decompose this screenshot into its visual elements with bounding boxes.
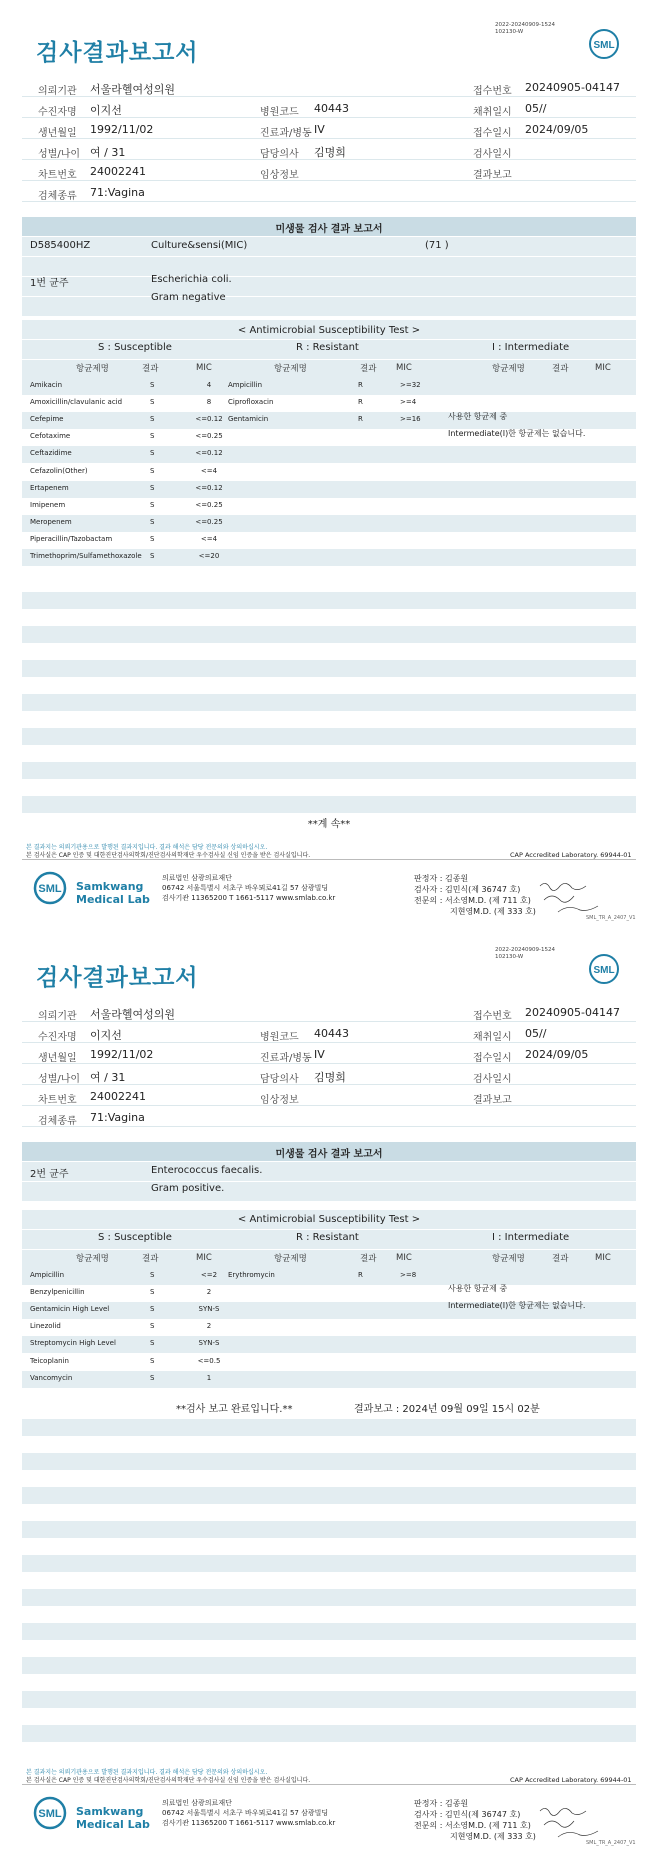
resistant-drug-name: Ciprofloxacin bbox=[228, 398, 274, 407]
sex-age-label: 성별/나이 bbox=[38, 1074, 81, 1085]
intermediate-note-2: Intermediate(I)한 항균제는 없습니다. bbox=[448, 429, 586, 438]
empty-stripe bbox=[22, 762, 636, 779]
col-mic-r: MIC bbox=[396, 363, 412, 373]
susceptible-mic: <=0.25 bbox=[195, 517, 223, 526]
empty-stripe bbox=[22, 626, 636, 643]
susceptible-result: S bbox=[150, 449, 155, 458]
empty-stripe bbox=[22, 1691, 636, 1708]
section-title: 미생물 검사 결과 보고서 bbox=[275, 224, 383, 235]
intermediate-note-2: Intermediate(I)한 항균제는 없습니다. bbox=[448, 1301, 586, 1310]
susceptible-result: S bbox=[150, 500, 155, 509]
resistant-result: R bbox=[358, 1271, 363, 1279]
signatures bbox=[414, 1798, 536, 1842]
address-line-1: 의료법인 삼광의료재단 bbox=[162, 874, 232, 882]
susceptible-result: S bbox=[150, 1356, 155, 1365]
hosp-code-label: 병원코드 bbox=[260, 107, 299, 118]
empty-stripe bbox=[22, 1623, 636, 1640]
empty-stripe bbox=[22, 1521, 636, 1538]
susceptible-mic: <=0.25 bbox=[195, 432, 223, 441]
resistant-mic: >=8 bbox=[400, 1271, 417, 1279]
dept-label: 진료과/병동 bbox=[260, 1053, 312, 1064]
signatures bbox=[414, 873, 536, 917]
susceptible-drug-name: Ertapenem bbox=[30, 483, 69, 492]
report-time: 결과보고 : 2024년 09월 09일 15시 02분 bbox=[354, 1404, 540, 1415]
report-date-label: 결과보고 bbox=[473, 170, 512, 181]
organism-name: Escherichia coli. bbox=[151, 274, 232, 285]
susceptible-mic: <=4 bbox=[200, 466, 218, 475]
svg-text:SML: SML bbox=[38, 883, 62, 895]
susceptible-drug-name: Trimethoprim/Sulfamethoxazole bbox=[30, 552, 142, 560]
doctor-value: 김명희 bbox=[314, 146, 346, 159]
doctor-label: 담당의사 bbox=[260, 149, 299, 160]
susceptible-drug-name: Meropenem bbox=[30, 517, 72, 526]
susceptible-result: S bbox=[150, 1373, 155, 1382]
empty-stripe bbox=[22, 1725, 636, 1742]
chart-label: 차트번호 bbox=[38, 170, 77, 181]
brand-name bbox=[76, 880, 150, 906]
susceptible-result: S bbox=[150, 432, 155, 441]
empty-stripe bbox=[22, 1487, 636, 1504]
form-code: SML_TR_A_2407_V1 bbox=[586, 1840, 636, 1846]
sign-line-4: 지현영M.D. (제 333 호) bbox=[450, 907, 536, 916]
clinical-label: 임상정보 bbox=[260, 170, 299, 181]
resistant-mic: >=16 bbox=[400, 415, 421, 424]
susceptible-result: S bbox=[150, 534, 155, 543]
footer-note-1: 본 결과지는 의뢰기관용으로 발행된 결과지입니다. 결과 해석은 담당 전문의와 상의하십시오. bbox=[26, 1769, 268, 1776]
sign-line-4: 지현영M.D. (제 333 호) bbox=[450, 1832, 536, 1841]
ast-title: < Antimicrobial Susceptibility Test > bbox=[237, 1214, 421, 1225]
col-result-s: 결과 bbox=[142, 364, 159, 374]
susceptible-mic: <=4 bbox=[200, 534, 218, 543]
resistant-mic: >=4 bbox=[400, 398, 417, 407]
susceptible-result: S bbox=[150, 552, 155, 560]
gram-stain: Gram negative bbox=[151, 292, 226, 303]
susceptible-drug-name: Amikacin bbox=[30, 381, 63, 389]
chart-value: 24002241 bbox=[90, 1090, 146, 1103]
doctor-label: 담당의사 bbox=[260, 1074, 299, 1085]
report-complete: **검사 보고 완료입니다.** bbox=[176, 1404, 293, 1415]
patient-label: 수진자명 bbox=[38, 107, 77, 118]
susceptible-result: S bbox=[150, 466, 155, 475]
cap-accreditation: CAP Accredited Laboratory. 69944-01 bbox=[510, 1776, 632, 1784]
empty-stripe bbox=[22, 660, 636, 677]
dob-value: 1992/11/02 bbox=[90, 1048, 154, 1061]
empty-stripe bbox=[22, 1555, 636, 1572]
sml-footer-logo-icon bbox=[32, 1795, 68, 1831]
organism-label: 1번 균주 bbox=[30, 278, 69, 289]
susceptible-drug-name: Ceftazidime bbox=[30, 449, 72, 458]
susceptible-mic: <=0.12 bbox=[195, 415, 223, 424]
empty-stripe bbox=[22, 1589, 636, 1606]
col-result-i: 결과 bbox=[552, 1254, 569, 1264]
resistant-drug-name: Gentamicin bbox=[228, 415, 269, 424]
susceptible-result: S bbox=[150, 517, 155, 526]
report-date-label: 결과보고 bbox=[473, 1095, 512, 1106]
susceptible-mic: <=0.5 bbox=[197, 1356, 221, 1365]
empty-stripe bbox=[22, 592, 636, 609]
test-name: Culture&sensi(MIC) bbox=[151, 240, 248, 251]
receipt-no-label: 접수번호 bbox=[473, 1011, 512, 1022]
document-id-line-2: 102130-W bbox=[495, 954, 524, 960]
col-mic-r: MIC bbox=[396, 1253, 412, 1263]
susceptible-drug-name: Streptomycin High Level bbox=[30, 1339, 116, 1348]
resistant-drug-name: Erythromycin bbox=[228, 1271, 275, 1279]
col-result-r: 결과 bbox=[360, 1254, 377, 1264]
sml-footer-logo-icon bbox=[32, 870, 68, 906]
hosp-code-value: 40443 bbox=[314, 1027, 349, 1040]
col-drug-r: 항균제명 bbox=[274, 1254, 307, 1264]
susceptible-drug-name: Vancomycin bbox=[30, 1373, 73, 1382]
report-title: 검사결과보고서 bbox=[36, 40, 199, 66]
document-id-line-1: 2022-20240909-1524 bbox=[495, 947, 555, 953]
address-line-2: 06742 서울특별시 서초구 바우뫼로41길 57 삼광빌딩 bbox=[162, 1809, 329, 1817]
col-drug-i: 항균제명 bbox=[492, 364, 525, 374]
brand-name bbox=[76, 1805, 150, 1831]
hosp-code-value: 40443 bbox=[314, 102, 349, 115]
footer-note-1: 본 결과지는 의뢰기관용으로 발행된 결과지입니다. 결과 해석은 담당 전문의와 상의하십시오. bbox=[26, 844, 268, 851]
susceptible-drug-name: Teicoplanin bbox=[30, 1356, 69, 1365]
susceptible-result: S bbox=[150, 1305, 155, 1314]
receipt-date-value: 2024/09/05 bbox=[525, 1048, 589, 1061]
chart-label: 차트번호 bbox=[38, 1095, 77, 1106]
collect-date-value: 05// bbox=[525, 102, 547, 115]
test-number: (71 ) bbox=[425, 240, 449, 251]
legend-resistant: R : Resistant bbox=[296, 1232, 359, 1243]
signature-scribble-icon bbox=[538, 1805, 608, 1841]
receipt-no-value: 20240905-04147 bbox=[525, 1006, 620, 1019]
col-drug-s: 항균제명 bbox=[76, 364, 109, 374]
brand-line-1: Samkwang bbox=[76, 880, 144, 893]
sex-age-value: 여 / 31 bbox=[90, 146, 126, 159]
susceptible-drug-name: Benzylpenicillin bbox=[30, 1288, 85, 1297]
continued-text: **계 속** bbox=[307, 819, 351, 830]
susceptible-result: S bbox=[150, 415, 155, 424]
sml-logo-icon bbox=[588, 28, 620, 60]
organism-label: 2번 균주 bbox=[30, 1169, 69, 1180]
susceptible-mic: 8 bbox=[206, 398, 212, 407]
collect-date-label: 채취일시 bbox=[473, 107, 512, 118]
col-mic-s: MIC bbox=[196, 363, 212, 373]
cap-accreditation: CAP Accredited Laboratory. 69944-01 bbox=[510, 851, 632, 859]
susceptible-result: S bbox=[150, 1339, 155, 1348]
collect-date-label: 채취일시 bbox=[473, 1032, 512, 1043]
client-value: 서울라헬여성의원 bbox=[90, 1008, 176, 1021]
footer-note-2: 본 검사실은 CAP 인증 및 대한진단검사의학회/진단검사의학재단 우수검사실 신임 인증을 받은 검사실입니다. bbox=[26, 852, 311, 859]
sex-age-value: 여 / 31 bbox=[90, 1071, 126, 1084]
susceptible-mic: <=0.25 bbox=[195, 500, 223, 509]
susceptible-drug-name: Piperacillin/Tazobactam bbox=[30, 534, 113, 543]
specimen-label: 검체종류 bbox=[38, 1116, 77, 1127]
col-mic-i: MIC bbox=[595, 363, 611, 373]
gram-stain: Gram positive. bbox=[151, 1183, 225, 1194]
address-line-3: 검사기관 11365200 T 1661-5117 www.smlab.co.kr bbox=[162, 1819, 336, 1827]
address-line-1: 의료법인 삼광의료재단 bbox=[162, 1799, 232, 1807]
lab-address bbox=[162, 1798, 335, 1828]
legend-intermediate: I : Intermediate bbox=[492, 342, 570, 353]
organism-name: Enterococcus faecalis. bbox=[151, 1165, 263, 1176]
document-id-line-2: 102130-W bbox=[495, 29, 524, 35]
col-drug-s: 항균제명 bbox=[76, 1254, 109, 1264]
susceptible-mic: 2 bbox=[206, 1288, 212, 1297]
susceptible-mic: 1 bbox=[206, 1373, 212, 1382]
legend-susceptible: S : Susceptible bbox=[98, 1232, 172, 1243]
susceptible-drug-name: Gentamicin High Level bbox=[30, 1305, 110, 1314]
dept-value: IV bbox=[314, 123, 325, 136]
svg-text:SML: SML bbox=[593, 965, 615, 976]
susceptible-drug-name: Cefotaxime bbox=[30, 432, 71, 441]
susceptible-mic: <=0.12 bbox=[195, 483, 223, 492]
receipt-date-value: 2024/09/05 bbox=[525, 123, 589, 136]
col-drug-r: 항균제명 bbox=[274, 364, 307, 374]
receipt-no-value: 20240905-04147 bbox=[525, 81, 620, 94]
sign-line-1: 판정자 : 김종원 bbox=[414, 874, 469, 883]
dob-label: 생년월일 bbox=[38, 1053, 77, 1064]
sign-line-1: 판정자 : 김종원 bbox=[414, 1799, 469, 1808]
susceptible-mic: 4 bbox=[206, 381, 212, 389]
specimen-value: 71:Vagina bbox=[90, 1111, 145, 1124]
susceptible-mic: SYN-S bbox=[198, 1339, 220, 1348]
intermediate-note-1: 사용한 항균제 중 bbox=[448, 412, 508, 421]
svg-text:SML: SML bbox=[593, 40, 615, 51]
document-id bbox=[495, 22, 555, 36]
susceptible-mic: 2 bbox=[206, 1322, 212, 1331]
sign-line-2: 검사자 : 김민식(제 36747 호) bbox=[414, 1810, 521, 1819]
patient-label: 수진자명 bbox=[38, 1032, 77, 1043]
document-id bbox=[495, 947, 555, 961]
susceptible-result: S bbox=[150, 1271, 155, 1279]
susceptible-drug-name: Amoxicillin/clavulanic acid bbox=[30, 398, 123, 407]
col-result-r: 결과 bbox=[360, 364, 377, 374]
resistant-drug-name: Ampicillin bbox=[228, 381, 263, 389]
hosp-code-label: 병원코드 bbox=[260, 1032, 299, 1043]
ast-title: < Antimicrobial Susceptibility Test > bbox=[237, 325, 421, 336]
client-label: 의뢰기관 bbox=[38, 1011, 77, 1022]
resistant-result: R bbox=[358, 381, 363, 389]
col-drug-i: 항균제명 bbox=[492, 1254, 525, 1264]
brand-line-1: Samkwang bbox=[76, 1805, 144, 1818]
specimen-value: 71:Vagina bbox=[90, 186, 145, 199]
signature-scribble-icon bbox=[538, 880, 608, 916]
client-label: 의뢰기관 bbox=[38, 86, 77, 97]
patient-value: 이지선 bbox=[90, 104, 122, 117]
test-date-label: 검사일시 bbox=[473, 149, 512, 160]
dob-label: 생년월일 bbox=[38, 128, 77, 139]
address-line-2: 06742 서울특별시 서초구 바우뫼로41길 57 삼광빌딩 bbox=[162, 884, 329, 892]
section-title: 미생물 검사 결과 보고서 bbox=[275, 1149, 383, 1160]
footer-note-2: 본 검사실은 CAP 인증 및 대한진단검사의학회/진단검사의학재단 우수검사실 신임 인증을 받은 검사실입니다. bbox=[26, 1777, 311, 1784]
brand-line-2: Medical Lab bbox=[76, 1818, 150, 1831]
empty-stripe bbox=[22, 694, 636, 711]
receipt-date-label: 접수일시 bbox=[473, 128, 512, 139]
resistant-mic: >=32 bbox=[400, 381, 421, 389]
document-id-line-1: 2022-20240909-1524 bbox=[495, 22, 555, 28]
resistant-result: R bbox=[358, 398, 363, 407]
susceptible-drug-name: Cefepime bbox=[30, 415, 64, 424]
specimen-label: 검체종류 bbox=[38, 191, 77, 202]
svg-text:SML: SML bbox=[38, 1808, 62, 1820]
clinical-label: 임상정보 bbox=[260, 1095, 299, 1106]
susceptible-result: S bbox=[150, 381, 155, 389]
brand-line-2: Medical Lab bbox=[76, 893, 150, 906]
empty-stripe bbox=[22, 796, 636, 813]
susceptible-drug-name: Linezolid bbox=[30, 1322, 61, 1331]
susceptible-result: S bbox=[150, 1322, 155, 1331]
empty-stripe bbox=[22, 1453, 636, 1470]
susceptible-drug-name: Cefazolin(Other) bbox=[30, 466, 88, 475]
col-mic-i: MIC bbox=[595, 1253, 611, 1263]
legend-resistant: R : Resistant bbox=[296, 342, 359, 353]
col-result-i: 결과 bbox=[552, 364, 569, 374]
sex-age-label: 성별/나이 bbox=[38, 149, 81, 160]
susceptible-mic: <=0.12 bbox=[195, 449, 223, 458]
intermediate-note-1: 사용한 항균제 중 bbox=[448, 1284, 508, 1293]
susceptible-result: S bbox=[150, 398, 155, 407]
dept-value: IV bbox=[314, 1048, 325, 1061]
sign-line-3: 전문의 : 서소영M.D. (제 711 호) bbox=[414, 896, 531, 905]
susceptible-result: S bbox=[150, 483, 155, 492]
lab-address bbox=[162, 873, 335, 903]
chart-value: 24002241 bbox=[90, 165, 146, 178]
susceptible-drug-name: Ampicillin bbox=[30, 1271, 65, 1279]
report-title: 검사결과보고서 bbox=[36, 965, 199, 991]
empty-stripe bbox=[22, 728, 636, 745]
receipt-date-label: 접수일시 bbox=[473, 1053, 512, 1064]
test-code: D585400HZ bbox=[30, 240, 91, 251]
empty-stripe bbox=[22, 1657, 636, 1674]
client-value: 서울라헬여성의원 bbox=[90, 83, 176, 96]
susceptible-drug-name: Imipenem bbox=[30, 500, 66, 509]
form-code: SML_TR_A_2407_V1 bbox=[586, 915, 636, 921]
susceptible-mic: <=20 bbox=[198, 552, 220, 560]
patient-value: 이지선 bbox=[90, 1029, 122, 1042]
test-date-label: 검사일시 bbox=[473, 1074, 512, 1085]
legend-intermediate: I : Intermediate bbox=[492, 1232, 570, 1243]
dob-value: 1992/11/02 bbox=[90, 123, 154, 136]
susceptible-mic: <=2 bbox=[200, 1271, 218, 1279]
susceptible-result: S bbox=[150, 1288, 155, 1297]
empty-stripe bbox=[22, 1419, 636, 1436]
sml-logo-icon bbox=[588, 953, 620, 985]
address-line-3: 검사기관 11365200 T 1661-5117 www.smlab.co.kr bbox=[162, 894, 336, 902]
receipt-no-label: 접수번호 bbox=[473, 86, 512, 97]
susceptible-mic: SYN-S bbox=[198, 1305, 220, 1314]
resistant-result: R bbox=[358, 415, 363, 424]
col-mic-s: MIC bbox=[196, 1253, 212, 1263]
legend-susceptible: S : Susceptible bbox=[98, 342, 172, 353]
doctor-value: 김명희 bbox=[314, 1071, 346, 1084]
dept-label: 진료과/병동 bbox=[260, 128, 312, 139]
col-result-s: 결과 bbox=[142, 1254, 159, 1264]
sign-line-2: 검사자 : 김민식(제 36747 호) bbox=[414, 885, 521, 894]
sign-line-3: 전문의 : 서소영M.D. (제 711 호) bbox=[414, 1821, 531, 1830]
collect-date-value: 05// bbox=[525, 1027, 547, 1040]
report-page-2 bbox=[0, 925, 655, 1850]
